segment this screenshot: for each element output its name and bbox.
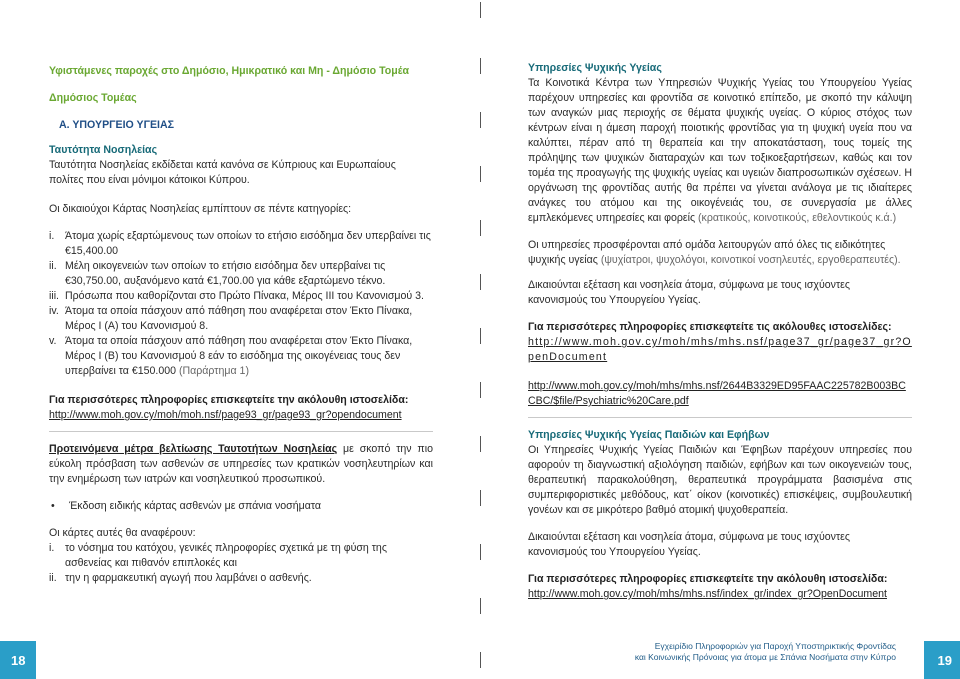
page-number-left: 18 bbox=[11, 653, 26, 668]
more-info-label: Για περισσότερες πληροφορίες επισκεφτείτε τις ακόλουθες ιστοσελίδες: bbox=[528, 321, 892, 333]
ministry-heading: Α. ΥΠΟΥΡΓΕΙΟ ΥΓΕΙΑΣ bbox=[59, 119, 174, 131]
mental-health-link-2[interactable]: http://www.moh.gov.cy/moh/mhs/mhs.nsf/2644B3329ED95FAAC225782B003BCCBC/$file/Psychiatric%20Care.pdf bbox=[528, 380, 906, 407]
card-intro: Οι κάρτες αυτές θα αναφέρουν: bbox=[49, 527, 196, 539]
mental-health-text: Τα Κοινοτικά Κέντρα των Υπηρεσιών Ψυχικής Υγείας του Υπουργείου Υγείας παρέχουν υπηρεσίες και φροντίδα σε κοινοτικό επίπεδο, με σκοπό την κάλυψη των αναγκών μιας περιοχής σε θέματα ψυχικής υγείας. Ο κύριος στόχος των κέντρων είναι η άμεση παροχή ποιοτικής φροντίδας για τη ψυχική υγεία που να καλύπτει, πέραν από τη θεραπεία και την αποκατάσταση, τους τομείς της πρόληψης των ψυχικών διαταραχών και των τοξικοεξαρτήσεων, καθώς και τον τομέα της προαγωγής της ψυχικής υγείας και υγειών διαπροσωπικών σχέσεων. Η οργάνωση της φροντίδας αυτής θα πρέπει να γίνεται ανάλογα με τις ιδιαίτερες ανάγκες του ατόμου και της οικογένειάς του, σε συνεργασία με άλλες εμπλεκόμενες υπηρεσίες και φορείς (κρατικούς, κοινοτικούς, εθελοντικούς κ.ά.) bbox=[528, 77, 912, 224]
list-item: v. Άτομα τα οποία πάσχουν από πάθηση που αναφέρεται στον Έκτο Πίνακα, Μέρος I (Β) του Κανονισμού 8 εάν το εισόδημα της οικογένειας τους δεν υπερβαίνει τα €150.000 (Παράρτημα 1) bbox=[49, 335, 413, 377]
subsection-heading: Δημόσιος Τομέας bbox=[49, 92, 137, 104]
list-item: iii. Πρόσωπα που καθορίζονται στο Πρώτο Πίνακα, Μέρος III του Κανονισμού 3. bbox=[49, 290, 424, 302]
measures-paragraph: Προτεινόμενα μέτρα βελτίωσης Ταυτοτήτων Νοσηλείας με σκοπό την πιο εύκολη πρόσβαση των ασθενών σε υπηρεσίες των κρατικών νοσηλευτηρίων και την ενημέρωση των ιατρών και νοσηλευτικού προσωπικού. bbox=[49, 443, 433, 485]
categories-list bbox=[49, 229, 433, 379]
list-item: iv. Άτομα τα οποία πάσχουν από πάθηση που αναφέρεται στον Έκτο Πίνακα, Μέρος I (Α) του Κανονισμού 8. bbox=[49, 305, 413, 332]
mental-health-title: Υπηρεσίες Ψυχικής Υγείας bbox=[528, 62, 662, 74]
left-column bbox=[49, 64, 433, 586]
team-text: Οι υπηρεσίες προσφέρονται από ομάδα λειτουργών από όλες τις ειδικότητες ψυχικής υγείας (ψυχίατροι, ψυχολόγοι, κοινοτικοί νοσηλευτές, εργοθεραπευτές). bbox=[528, 239, 901, 266]
list-item: ii. Μέλη οικογενειών των οποίων το ετήσιο εισόδημα δεν υπερβαίνει τις €30,750.00, αυξανόμενο κατά €1,700.00 για κάθε εξαρτώμενο τέκνο. bbox=[49, 260, 386, 287]
mental-health-link-1[interactable]: http://www.moh.gov.cy/moh/mhs/mhs.nsf/page37_gr/page37_gr?OpenDocument bbox=[528, 336, 912, 363]
child-more-info-label: Για περισσότερες πληροφορίες επισκεφτείτε την ακόλουθη ιστοσελίδα: bbox=[528, 573, 888, 585]
divider bbox=[49, 431, 433, 432]
footer-text: Εγχειρίδιο Πληροφοριών για Παροχή Υποστηρικτικής Φροντίδας και Κοινωνικής Πρόνοιας για άτομα με Σπάνια Νοσήματα στην Κύπρο bbox=[634, 641, 896, 662]
right-page bbox=[480, 0, 960, 679]
right-column bbox=[528, 61, 912, 602]
bullet-icon: • bbox=[51, 500, 55, 512]
id-card-title: Ταυτότητα Νοσηλείας bbox=[49, 144, 158, 156]
child-mental-health-link[interactable]: http://www.moh.gov.cy/moh/mhs/mhs.nsf/index_gr/index_gr?OpenDocument bbox=[528, 588, 887, 600]
id-card-text: Ταυτότητα Νοσηλείας εκδίδεται κατά κανόνα σε Κύπριους και Ευρωπαίους πολίτες που είναι μόνιμοι κάτοικοι Κύπρου. bbox=[49, 159, 396, 186]
page-number-right: 19 bbox=[937, 653, 952, 668]
list-item: i. το νόσημα του κατόχου, γενικές πληροφορίες σχετικά με τη φύση της ασθενείας και πιθανόν επιπλοκές και bbox=[49, 542, 387, 569]
child-eligibility-text: Δικαιούνται εξέταση και νοσηλεία άτομα, σύμφωνα με τους ισχύοντες κανονισμούς του Υπουργείου Υγείας. bbox=[528, 531, 850, 558]
eligibility-text: Δικαιούνται εξέταση και νοσηλεία άτομα, σύμφωνα με τους ισχύοντες κανονισμούς του Υπουργείου Υγείας. bbox=[528, 279, 850, 306]
child-mental-health-title: Υπηρεσίες Ψυχικής Υγείας Παιδιών και Εφήβων bbox=[528, 429, 770, 441]
child-mental-health-text: Οι Υπηρεσίες Ψυχικής Υγείας Παιδιών και Έφηβων παρέχουν υπηρεσίες που αφορούν τη διαγνωστική αξιολόγηση παιδιών, εφήβων και των οικογενειών τους, θεραπευτική παρακολούθηση, θεραπευτικά προγράμματα βασισμένα στις συμπεριφοριστικές μεθόδους, κατ΄ οίκον (κοινοτικές) επισκέψεις, συμβουλευτική γονέων και σε μικρότερο βαθμό ατομική ψυχοθεραπεία. bbox=[528, 444, 912, 516]
divider bbox=[528, 417, 912, 418]
more-info-label: Για περισσότερες πληροφορίες επισκεφτείτε την ακόλουθη ιστοσελίδα: bbox=[49, 394, 409, 406]
more-info-link[interactable]: http://www.moh.gov.cy/moh/moh.nsf/page93_gr/page93_gr?opendocument bbox=[49, 409, 402, 421]
categories-intro: Οι δικαιούχοι Κάρτας Νοσηλείας εμπίπτουν σε πέντε κατηγορίες: bbox=[49, 203, 352, 215]
section-heading: Υφιστάμενες παροχές στο Δημόσιο, Ημικρατικό και Μη - Δημόσιο Τομέα bbox=[49, 65, 409, 77]
list-item: ii. την η φαρμακευτική αγωγή που λαμβάνει ο ασθενής. bbox=[49, 572, 312, 584]
card-items-list bbox=[49, 541, 433, 586]
bullet-item: • Έκδοση ειδικής κάρτας ασθενών με σπάνια νοσήματα bbox=[51, 500, 321, 512]
list-item: i. Άτομα χωρίς εξαρτώμενους των οποίων το ετήσιο εισόδημα δεν υπερβαίνει τις €15,400.00 bbox=[49, 230, 431, 257]
